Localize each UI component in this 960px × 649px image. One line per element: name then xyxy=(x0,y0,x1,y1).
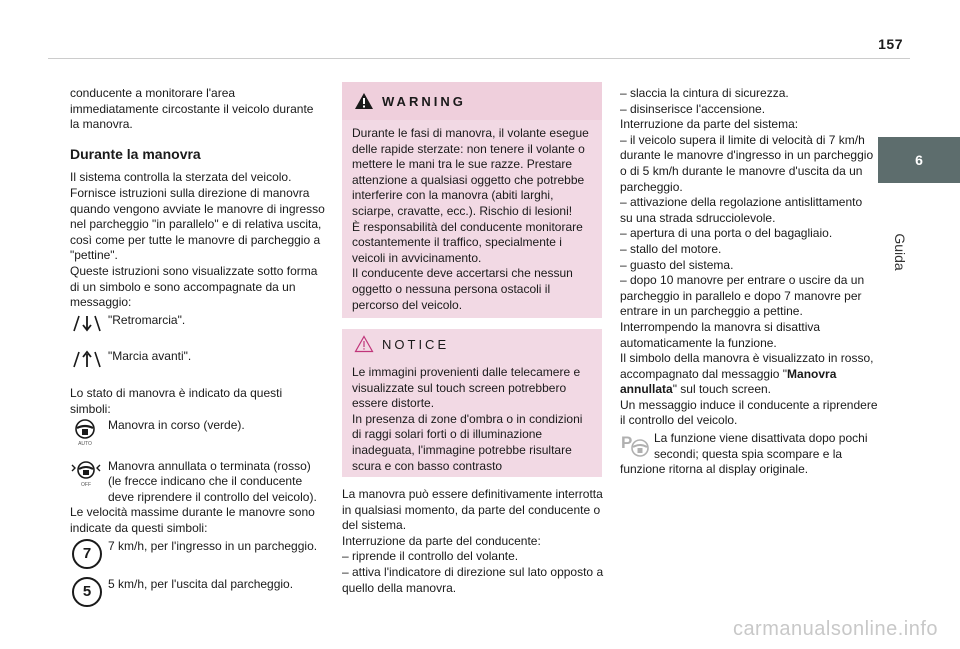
column-1 xyxy=(70,86,326,611)
steering-off-icon xyxy=(70,459,108,491)
notice-title: NOTICE xyxy=(382,336,450,352)
col3-line: Interrompendo la manovra si disattiva automaticamente la funzione. xyxy=(620,319,821,350)
interrupt-line: – riprende il controllo del volante. xyxy=(342,549,519,564)
notice-body xyxy=(342,359,602,474)
msg-suffix: " sul touch screen. xyxy=(672,382,771,397)
col3-line: – attivazione della regolazione antislittamento su una strada sdrucciolevole. xyxy=(620,195,863,225)
speed7-row xyxy=(70,539,326,569)
forward-text: "Marcia avanti". xyxy=(108,349,192,364)
col3-line: – apertura di una porta o del bagagliaio. xyxy=(620,226,833,241)
speed7-text: 7 km/h, per l'ingresso in un parcheggio. xyxy=(108,538,318,553)
chapter-label-text: Guida xyxy=(892,233,908,271)
notice-header xyxy=(342,329,602,359)
warning-triangle-icon xyxy=(354,92,374,110)
msg-prefix: Il simbolo della manovra è visualizzato in rosso, accompagnato dal messaggio " xyxy=(620,351,874,381)
in-progress-text: Manovra in corso (verde). xyxy=(108,418,245,433)
warning-line: È responsabilità del conducente monitorare costantemente il traffico, specialmente i veicoli in avvicinamento. xyxy=(352,219,583,265)
para-instructions: Queste istruzioni sono visualizzate sotto forma di un simbolo e sono accompagnate da un messaggio: xyxy=(70,263,318,310)
reverse-arrow-icon xyxy=(70,313,108,338)
watermark: carmanualsonline.info xyxy=(732,618,938,640)
off-label: OFF xyxy=(81,481,91,488)
chapter-tab[interactable] xyxy=(878,137,960,183)
warning-line: Il conducente deve accertarsi che nessun oggetto o nessuna persona ostacoli il percorso del veicolo. xyxy=(352,266,573,312)
speeds-intro: Le velocità massime durante le manovre sono indicate da questi simboli: xyxy=(70,505,315,536)
speed-7-value: 7 xyxy=(72,539,102,569)
warning-box xyxy=(342,82,602,318)
interrupt-line: – attiva l'indicatore di direzione sul lato opposto a quello della manovra. xyxy=(342,564,604,595)
final-text: La funzione viene disattivata dopo pochi secondi; questa spia scompare e la funzione ritorna al display originale. xyxy=(620,431,868,477)
status-intro: Lo stato di manovra è indicato da questi simboli: xyxy=(70,385,283,416)
column-3 xyxy=(620,86,878,478)
intro-text: conducente a monitorare l'area immediatamente circostante il veicolo durante la manovra. xyxy=(70,86,314,132)
msg-bold: Manovra annullata xyxy=(620,366,837,397)
cancelled-text: Manovra annullata o terminata (rosso) (le frecce indicano che il conducente deve riprendere il controllo del veicolo). xyxy=(108,458,317,504)
interrupt-line: La manovra può essere definitivamente interrotta in qualsiasi momento, da parte del conducente o del sistema. xyxy=(342,487,603,533)
chapter-number: 6 xyxy=(915,152,923,168)
notice-line: In presenza di zone d'ombra o in condizioni di raggi solari forti o di illuminazione inadeguata, l'immagine potrebbe risultare scura e con basso contrasto xyxy=(352,411,583,473)
speed5-text: 5 km/h, per l'uscita dal parcheggio. xyxy=(108,576,294,591)
warning-title: WARNING xyxy=(382,93,466,109)
park-assist-warning-icon xyxy=(620,431,654,461)
auto-label: AUTO xyxy=(78,441,92,447)
in-progress-row xyxy=(70,418,326,451)
col3-line: – stallo del motore. xyxy=(620,241,722,256)
column-2-text xyxy=(342,487,604,596)
header-rule xyxy=(48,58,910,59)
interrupt-line: Interruzione da parte del conducente: xyxy=(342,533,541,548)
forward-arrow-icon xyxy=(70,349,108,374)
chapter-label xyxy=(890,222,910,282)
steering-auto-icon xyxy=(70,418,108,451)
reverse-text: "Retromarcia". xyxy=(108,312,186,327)
speed-5-icon xyxy=(70,577,108,607)
warning-header xyxy=(342,82,602,120)
speed-7-icon xyxy=(70,539,108,569)
col3-line: Interruzione da parte del sistema: xyxy=(620,117,799,132)
page-number: 157 xyxy=(878,36,903,52)
svg-text:P: P xyxy=(621,433,633,453)
speed-5-value: 5 xyxy=(72,577,102,607)
notice-line: Le immagini provenienti dalle telecamere e visualizzate sul touch screen potrebbero essere distorte. xyxy=(352,365,581,411)
notice-box xyxy=(342,329,602,477)
col3-line: – disinserisce l'accensione. xyxy=(620,101,766,116)
warning-body xyxy=(342,120,602,313)
para-system: Il sistema controlla la sterzata del veicolo. Fornisce istruzioni sulla direzione di manovra quando vengono avviate le manovre di ingresso nel parcheggio "in parallelo" e di relativa uscita, così come per tutte le manovre di parcheggio a "pettine". xyxy=(70,170,325,263)
col3-line: – il veicolo supera il limite di velocità di 7 km/h durante le manovre d'ingresso in un parcheggio o di 5 km/h durante le manovre d'uscita da un parcheggio. xyxy=(620,132,874,194)
col3-line: – slaccia la cintura di sicurezza. xyxy=(620,86,789,100)
forward-row xyxy=(70,349,326,374)
speed5-row xyxy=(70,577,326,607)
col3-line: – guasto del sistema. xyxy=(620,257,734,272)
section-heading: Durante la manovra xyxy=(70,145,201,162)
notice-triangle-icon xyxy=(354,335,374,353)
cancelled-block xyxy=(70,459,326,506)
warning-line: Durante le fasi di manovra, il volante esegue delle rapide sterzate: non tenere il volante o mettere le mani tra le sue razze. Prestare attenzione a qualsiasi oggetto che potrebbe interferire con la manovra (abiti larghi, sciarpe, cravatte, ecc.). Rischio di lesioni! xyxy=(352,126,589,218)
col3-line: Un messaggio induce il conducente a riprendere il controllo del veicolo. xyxy=(620,397,878,428)
col3-line: – dopo 10 manovre per entrare o uscire da un parcheggio in parallelo e dopo 7 manovre per entrare in un parcheggio a pettine. xyxy=(620,273,865,319)
cancelled-message-line xyxy=(620,351,878,398)
final-block xyxy=(620,431,878,478)
reverse-row xyxy=(70,313,326,338)
